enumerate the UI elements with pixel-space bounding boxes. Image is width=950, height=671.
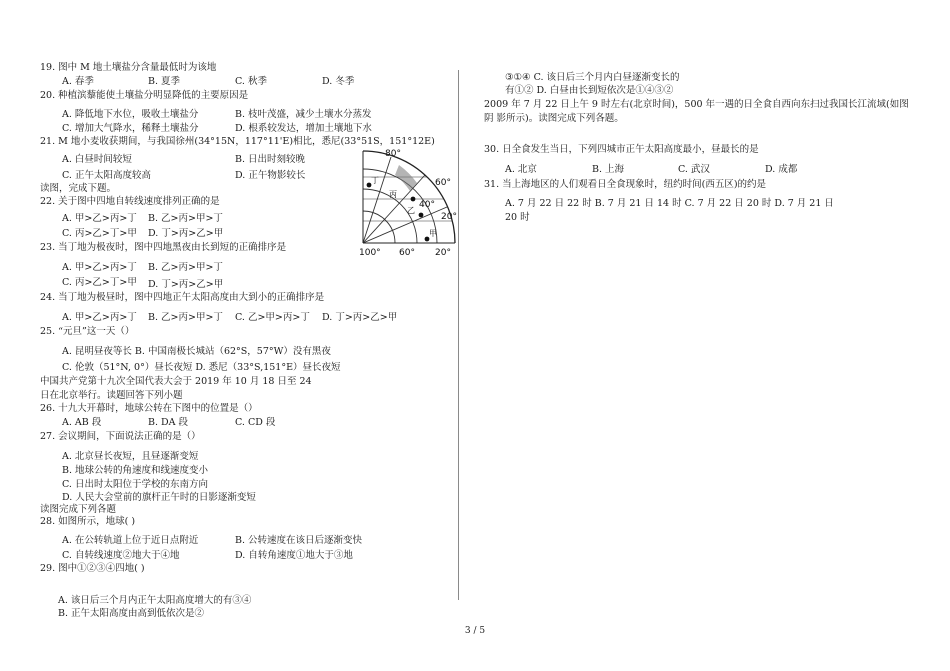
q31-options: A. 7 月 22 日 22 时 B. 7 月 21 日 14 时 C. 7 月 22 日 20 时 D. 7 月 21 日: [505, 198, 834, 209]
q21-option-b: B. 日出时刻较晚: [235, 154, 306, 165]
q21-stem: 21. M 地小麦收获期间，与我国徐州(34°15N，117°11'E)相比，悉尼(33°51S，151°12E): [40, 136, 435, 147]
q27-option-b: B. 地球公转的角速度和线速度变小: [62, 465, 209, 476]
q19-option-c: C. 秋季: [235, 76, 267, 87]
q30-option-b: B. 上海: [592, 164, 625, 175]
q30-intro-line1: 2009 年 7 月 22 日上午 9 时左右(北京时间)，500 年一遇的日全食自西向东扫过我国长江流域(如图: [484, 99, 909, 110]
q23-stem: 23. 当丁地为极夜时，图中四地黑夜由长到短的正确排序是: [40, 242, 287, 253]
q29-stem: 29. 图中①②③④四地( ): [40, 563, 145, 574]
q19-option-d: D. 冬季: [322, 76, 355, 87]
globe-quadrant-figure: [355, 147, 460, 259]
q29-option-a: A. 该日后三个月内正午太阳高度增大的有③④: [58, 595, 252, 606]
q25-stem: 25. “元旦”这一天（）: [40, 326, 135, 337]
q21-option-a: A. 白昼时间较短: [62, 154, 132, 165]
q22-stem: 22. 关于图中四地自转线速度排列正确的是: [40, 196, 220, 207]
label-lon-20: 20°: [435, 248, 451, 258]
q28-option-a: A. 在公转轨道上位于近日点附近: [62, 535, 199, 546]
q19-stem: 19. 图中 M 地土壤盐分含量最低时为该地: [40, 62, 217, 73]
label-lon-60: 60°: [399, 248, 415, 258]
q22-option-d: D. 丁>丙>乙>甲: [148, 228, 224, 239]
q28-option-d: D. 自转角速度①地大于③地: [235, 550, 353, 561]
q23-option-d: D. 丁>丙>乙>甲: [148, 279, 224, 290]
label-jia: 甲: [429, 229, 437, 238]
q20-option-c: C. 增加大气降水，稀释土壤盐分: [62, 123, 199, 134]
label-yi: 乙: [407, 206, 415, 215]
label-bing: 丙: [389, 190, 397, 199]
label-ding: 丁: [371, 176, 379, 185]
label-lon-100: 100°: [359, 248, 381, 258]
q27-option-c: C. 日出时太阳位于学校的东南方向: [62, 479, 208, 490]
q28-intro: 读图完成下列各题: [40, 504, 117, 515]
q27-option-a: A. 北京昼长夜短，且昼逐渐变短: [62, 451, 199, 462]
q24-option-a: A. 甲>乙>丙>丁: [62, 312, 137, 323]
q24-option-c: C. 乙>甲>丙>丁: [235, 312, 310, 323]
label-lat-40: 40°: [419, 200, 435, 210]
point-marker: [411, 197, 416, 202]
q19-option-b: B. 夏季: [148, 76, 181, 87]
q28-option-b: B. 公转速度在该日后逐渐变快: [235, 535, 363, 546]
q30-option-a: A. 北京: [505, 164, 537, 175]
q30-stem: 30. 日全食发生当日，下列四城市正午太阳高度最小，昼最长的是: [484, 144, 759, 155]
q24-stem: 24. 当丁地为极昼时，图中四地正午太阳高度由大到小的正确排序是: [40, 292, 325, 303]
q30-option-c: C. 武汉: [678, 164, 710, 175]
q21-option-d: D. 正午物影较长: [235, 170, 306, 181]
q22-option-c: C. 丙>乙>丁>甲: [62, 228, 137, 239]
q26-option-a: A. AB 段: [62, 417, 102, 428]
q23-option-b: B. 乙>丙>甲>丁: [148, 262, 223, 273]
label-lat-60: 60°: [435, 178, 451, 188]
column-divider: [458, 70, 459, 600]
q29-continuation-1: ③①④ C. 该日后三个月内白昼逐渐变长的: [505, 72, 680, 83]
q26-intro-line2: 日在北京举行。读题回答下列小题: [40, 390, 183, 401]
q22-option-a: A. 甲>乙>丙>丁: [62, 213, 137, 224]
q29-continuation-2: 有①② D. 白昼由长到短依次是①④③②: [505, 85, 674, 96]
q31-stem: 31. 当上海地区的人们观看日全食现象时，纽约时间(西五区)的约是: [484, 179, 767, 190]
q20-option-d: D. 根系较发达，增加土壤地下水: [235, 123, 372, 134]
q22-option-b: B. 乙>丙>甲>丁: [148, 213, 223, 224]
q26-intro-line1: 中国共产党第十九次全国代表大会于 2019 年 10 月 18 日至 24: [40, 376, 312, 387]
label-lat-80: 80°: [385, 149, 401, 159]
q23-option-c: C. 丙>乙>丁>甲: [62, 277, 137, 288]
q27-option-d: D. 人民大会堂前的旗杆正午时的日影逐渐变短: [62, 492, 256, 503]
q20-option-b: B. 枝叶茂盛，减少土壤水分蒸发: [235, 109, 372, 120]
q25-option-ab: A. 昆明昼夜等长 B. 中国南极长城站（62°S，57°W）没有黑夜: [62, 346, 331, 357]
q20-stem: 20. 种植滨藜能使土壤盐分明显降低的主要原因是: [40, 90, 249, 101]
q20-option-a: A. 降低地下水位，吸收土壤盐分: [62, 109, 199, 120]
q26-option-c: C. CD 段: [235, 417, 276, 428]
q23-option-a: A. 甲>乙>丙>丁: [62, 262, 137, 273]
q31-options-wrap: 20 时: [505, 212, 530, 223]
q30-intro-line2: 阴 影所示)。读图完成下列各题。: [484, 113, 624, 124]
q25-option-cd: C. 伦敦（51°N, 0°）昼长夜短 D. 悉尼（33°S,151°E）昼长夜短: [62, 362, 341, 373]
q28-stem: 28. 如图所示，地球( ): [40, 516, 136, 527]
point-marker: [419, 213, 424, 218]
q29-option-b: B. 正午太阳高度由高到低依次是②: [58, 608, 205, 619]
q28-option-c: C. 自转线速度②地大于④地: [62, 550, 180, 561]
q21-option-c: C. 正午太阳高度较高: [62, 170, 151, 181]
label-lat-20: 20°: [441, 212, 457, 222]
q26-stem: 26. 十九大开幕时，地球公转在下图中的位置是（）: [40, 403, 258, 414]
q19-option-a: A. 春季: [62, 76, 94, 87]
q26-option-b: B. DA 段: [148, 417, 189, 428]
q24-option-d: D. 丁>丙>乙>甲: [322, 312, 398, 323]
q24-option-b: B. 乙>丙>甲>丁: [148, 312, 223, 323]
q30-option-d: D. 成都: [765, 164, 798, 175]
q27-stem: 27. 会议期间，下面说法正确的是（）: [40, 431, 201, 442]
page-number: 3 / 5: [464, 626, 486, 636]
q22-intro: 读图，完成下题。: [40, 183, 117, 194]
